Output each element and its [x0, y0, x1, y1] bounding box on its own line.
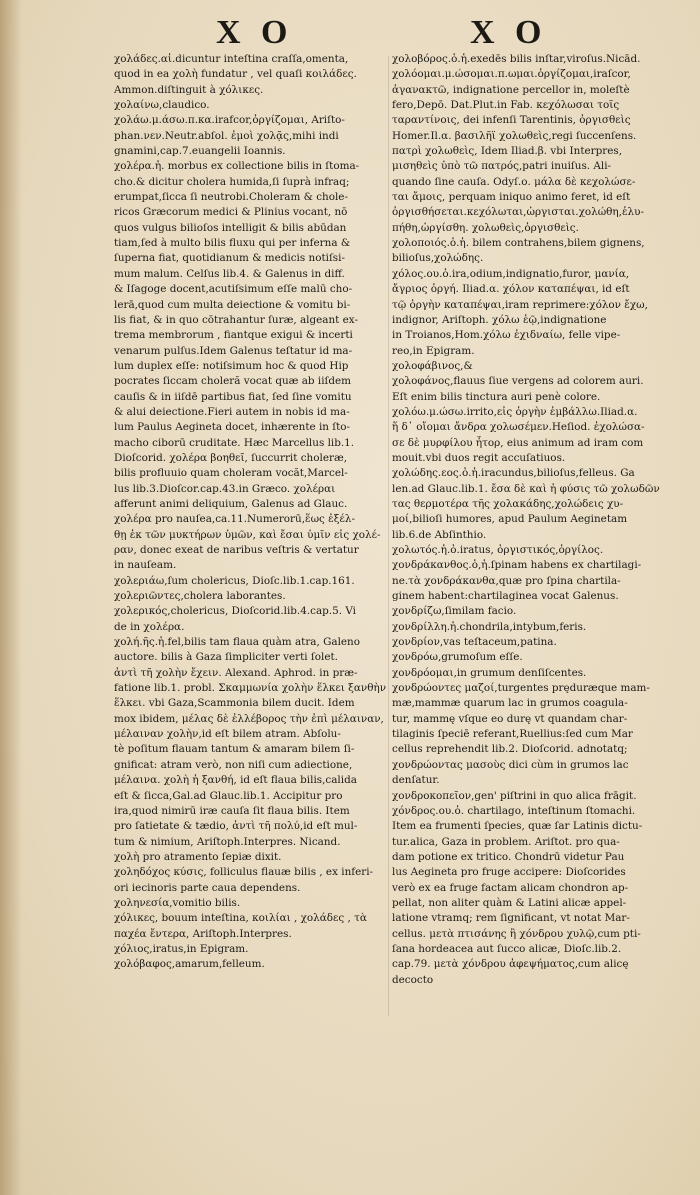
text-line: auctore. bilis à Gaza ſimpliciter verti ſolet. [114, 651, 338, 664]
text-line: θῃ ἐκ τῶν μυκτήρων ὑμῶν, καὶ ἔσαι ὑμῖν εἰς χολέ- [114, 528, 381, 541]
text-line: τῷ ὀργὴν καταπέψαι,iram reprimere:χόλον ἔχω, [392, 298, 648, 311]
text-line: μισηθεὶς ὑπὸ τῶ πατρός,patri inuiſus. Ali- [392, 160, 612, 173]
text-line: trema membrorum , fiantque exigui & incerti [114, 329, 353, 342]
text-line: latione vtramq; rem ſignificant, vt notat Mar- [392, 912, 630, 925]
text-line: παχέα ἔντερα, Ariſtoph.Interpres. [114, 927, 292, 940]
left-column [114, 52, 386, 973]
text-line: tur, mammę vſque eo durę vt quandam char- [392, 712, 628, 725]
text-line: ὀργισθήσεται.κεχόλωται,ὠργισται.χολώθη,ἐλυ- [392, 206, 644, 219]
text-line: Item ea frumenti ſpecies, quæ ſar Latinis dictu- [392, 820, 643, 833]
text-line: ginem habent:chartilaginea vocat Galenus. [392, 590, 619, 603]
text-line: ἀντὶ τῆ χολὴν ἔχειν. Alexand. Aphrod. in præ- [114, 666, 358, 679]
text-line: quos vulgus bilioſos intelligit & bilis abūdan [114, 221, 347, 234]
text-line: venarum pulſus.Idem Galenus teſtatur id ma- [114, 344, 353, 357]
text-line: decocto [392, 973, 434, 986]
text-line: tur.alica, Gaza in problem. Ariſtot. pro qua- [392, 835, 620, 848]
text-line: ricos Græcorum medici & Plinius vocant, nō [114, 206, 348, 219]
text-line: cho.& dicitur cholera humida,ſi ſuprà infraq; [114, 175, 350, 188]
text-line: τας θερμοτέρα τῆς χολακάδης,χολώδεις χυ- [392, 497, 624, 510]
text-line: ſana hordeacea aut ſucco alicæ, Dioſc.lib.2. [392, 942, 622, 955]
text-line: fatione lib.1. probl. Σκαμμωνία χολὴν ἕλκει ξανθὴν [114, 682, 386, 695]
text-line: tè poſitum flauam tantum & amaram bilem ſi- [114, 743, 355, 756]
text-line: pellat, non aliter quàm & Latini alicæ appel- [392, 896, 627, 909]
text-line: χολοφάβινος,& [392, 359, 473, 372]
text-line: ται ἄμοις, perquam iniquo animo feret, id eſt [392, 191, 631, 204]
text-line: ſuperna fiat, quotidianum & medicis notiſsi- [114, 252, 345, 265]
text-line: lis fiat, & in quo cōtrahantur ſuræ, algeant ex- [114, 313, 358, 326]
text-line: Dioſcorid. χολέρα βοηθεῖ, ſuccurrit choleræ, [114, 451, 348, 464]
text-line: tum & nimium, Ariſtoph.Interpres. Nicand. [114, 835, 341, 848]
text-line: ἄγριος ὀργή. Iliad.α. χόλον καταπέψαι, id eſt [392, 283, 630, 296]
text-line: χολαίνω,claudico. [114, 99, 210, 112]
text-line: χολόω.μ.ώσω.irrito,εἰς ὀργὴν ἐμβάλλω.Iliad.α. [392, 405, 638, 418]
text-line: χολὴ pro atramento ſepiæ dixit. [114, 850, 282, 863]
text-line: χολερικός,cholericus, Dioſcorid.lib.4.cap.5. Vi [114, 605, 356, 618]
text-line: χονδρόομαι,in grumum denſiſcentes. [392, 666, 587, 679]
text-line: χολέρα.ἡ. morbus ex collectione bilis in ſtoma- [114, 160, 360, 173]
text-line: χολόβαφος,amarum,felleum. [114, 958, 265, 971]
text-line: mouit.vbi duos regit accuſatiuos. [392, 451, 566, 464]
text-line: χολώδης.εος.ὁ.ἡ.iracundus,bilioſus,felleus. Ga [392, 467, 635, 480]
text-line: χολωτός.ἡ.ὁ.iratus, ὀργιστικός,ὀργίλος. [392, 544, 604, 556]
text-line: cap.79. μετὰ χόνδρου ἀφεψήματος,cum alicę [392, 958, 629, 971]
text-line: afferunt animi deliquium, Galenus ad Glauc. [114, 497, 348, 510]
text-line: ira,quod nimirū iræ cauſa ſit flaua bilis. Item [114, 804, 350, 817]
text-line: quando ſine cauſa. Odyſ.ο. μάλα δὲ κεχολώσε- [392, 175, 636, 188]
text-line: χολάω.μ.άσω.π.κα.irafcor,ὀργίζομαι, Ariſto- [114, 114, 345, 127]
text-line: χονδροκοπεῖον,gen' piſtrini in quo alica frāgit. [392, 789, 637, 802]
text-line: fero,Depō. Dat.Plut.in Fab. κεχόλωσαι τοῖς [392, 99, 620, 112]
right-column [392, 52, 692, 988]
text-line: phan.νεν.Neutr.abſol. ἐμοὶ χολᾷς,mihi indi [114, 129, 339, 142]
text-line: χονδρόω,grumoſum eſſe. [392, 651, 523, 664]
text-line: χολοποιός.ὁ.ἡ. bilem contrahens,bilem gignens, [392, 237, 645, 250]
text-line: mox ibidem, μέλας δὲ ἐλλέβορος τὴν ἐπὶ μέλαιναν, [114, 712, 384, 725]
text-line: χοληνεσία,vomitio bilis. [114, 896, 241, 909]
text-line: quod in ea χολὴ fundatur , vel quaſi κοιλάδες. [114, 68, 357, 81]
text-line: lus lib.3.Dioſcor.cap.43.in Græco. χολέραι [114, 482, 336, 495]
text-line: χολή.ῆς.ἡ.fel,bilis tam flaua quàm atra, Galeno [114, 636, 361, 649]
text-line: & Iſagoge docent,acutiſsimum eſſe malū cho- [114, 283, 353, 296]
text-line: gnamini,cap.7.euangelii Ioannis. [114, 145, 286, 158]
text-line: χόλιος,iratus,in Epigram. [114, 942, 249, 955]
text-line: πήθη,ὠργίσθη. χολωθεὶς,ὀργισθεὶς. [392, 221, 579, 234]
text-line: tilaginis ſpeciē referant,Ruellius:ſed cum Mar [392, 728, 633, 741]
text-line: tiam,ſed à multo bilis fluxu qui per inferna & [114, 237, 351, 250]
text-line: bilis profluuio quam choleram vocăt,Marcel- [114, 467, 348, 480]
text-line: ἀγανακτῶ, indignatione percellor in, moleſtè [392, 83, 630, 96]
text-line: ne.τὰ χονδράκανθα,quæ pro ſpina chartila- [392, 574, 621, 587]
text-line: macho ciborū cruditate. Hæc Marcellus lib.1. [114, 436, 355, 449]
text-line: μέλαινα. χολὴ ἡ ξανθή, id eſt flaua bilis,calida [114, 774, 357, 787]
text-line: χονδράκανθος.ὁ,ἡ.ſpinam habens ex chartilagi- [392, 559, 642, 572]
text-line: χονδρώοντας μασοὺς dici cùm in grumos lac [392, 758, 629, 771]
text-line: ἥ δ᾽ οἴομαι ἄνδρα χολωσέμεν.Heſiod. ἐχολώσα- [392, 421, 645, 434]
text-line: dam potione ex tritico. Chondrū videtur Pau [392, 850, 625, 863]
text-line: ταραντίνοις, dei infenſi Tarentinis, ὀργισθεὶς [392, 114, 631, 127]
text-line: mum malum. Celſus lib.4. & Galenus in diff. [114, 267, 345, 280]
text-line: μοί,bilioſi humores, apud Paulum Aeginetam [392, 513, 628, 526]
text-line: lus Aegineta pro fruge accipere: Dioſcorides [392, 866, 626, 879]
text-line: pocrates ſiccam choleră vocat quæ ab iiſdem [114, 375, 352, 388]
text-line: πατρὶ χολωθεὶς, Idem Iliad.β. vbi Interpres, [392, 145, 623, 158]
text-line: χοληδόχος κύσις, folliculus flauæ bilis , ex inferi- [114, 866, 374, 879]
text-line: & alui deiectione.Fieri autem in nobis id ma- [114, 405, 350, 418]
text-line: in nauſeam. [114, 559, 177, 572]
text-line: indignor, Ariſtoph. χόλω ἑῷ,indignatione [392, 313, 607, 326]
text-line: lum Paulus Aegineta docet, inhærente in ſto- [114, 421, 351, 434]
text-line: χολεριῶντες,cholera laborantes. [114, 590, 286, 603]
text-line: de in χολέρα. [114, 620, 185, 633]
text-line: lib.6.de Abſinthio. [392, 528, 487, 541]
text-line: Ammon.diſtinguit à χόλικες. [114, 83, 264, 96]
running-head-left: X O [216, 14, 294, 51]
text-line: χολεριάω,ſum cholericus, Dioſc.lib.1.cap.161. [114, 574, 355, 587]
text-line: Homer.Il.α. βασιλῆϊ χολωθεὶς,regi ſuccenſens. [392, 129, 637, 142]
gutter-shadow [0, 0, 22, 1195]
running-head-right: X O [470, 14, 548, 51]
text-line: eſt & ſicca,Gal.ad Glauc.lib.1. Accipitur pro [114, 789, 343, 802]
text-line: cauſis & in iiſdē partibus fiat, ſed ſine vomitu [114, 390, 352, 403]
text-line: χολοφάνος,flauus ſiue vergens ad colorem auri. [392, 375, 644, 388]
text-line: χολόομαι.μ.ώσομαι.π.ωμαι.ὀργίζομαι,iraſcor, [392, 68, 631, 81]
text-line: cellus reprehendit lib.2. Dioſcorid. adnotatq; [392, 743, 628, 756]
text-line: pro ſatietate & tædio, ἀντὶ τῆ πολύ,id eſt mul- [114, 820, 358, 833]
text-line: χονδρίον,vas teſtaceum,patina. [392, 636, 557, 649]
text-line: Eſt enim bilis tinctura auri penè colore. [392, 390, 601, 403]
column-divider [388, 56, 389, 1016]
text-line: lum duplex eſſe: notiſsimum hoc & quod Hip [114, 359, 349, 372]
text-line: len.ad Glauc.lib.1. ἔσα δὲ καὶ ἡ φύσις τῶ χολωδῶν [392, 482, 660, 495]
text-line: lerā,quod cum multa deiectione & vomitu bi- [114, 298, 351, 311]
text-line: ραν, donec exeat de naribus veſtris & vertatur [114, 544, 359, 556]
text-line: ori iecinoris parte caua dependens. [114, 881, 301, 894]
text-line: χόλικες, bouum inteſtina, κοιλίαι , χολάδες , τὰ [114, 912, 367, 925]
text-line: σε δὲ μυρφίλου ἦτορ, eius animum ad iram com [392, 436, 644, 449]
text-line: erumpat,ſicca ſi neutrobi.Choleram & chole- [114, 191, 348, 204]
text-line: χολάδες.αἱ.dicuntur inteſtina craſſa,omenta, [114, 53, 349, 65]
text-line: mæ,mammæ quarum lac in grumos coagula- [392, 697, 628, 710]
text-line: χολοβόρος.ὁ.ἡ.exedēs bilis inſtar,viroſus.Nicād. [392, 53, 641, 65]
text-line: μέλαιναν χολὴν,id eſt bilem atram. Abſolu- [114, 728, 341, 741]
text-line: χονδρίλλη.ἡ.chondrila,intybum,feris. [392, 620, 587, 633]
text-line: χονδρίζω,ſimilam facio. [392, 605, 517, 618]
text-line: bilioſus,χολώδης. [392, 252, 484, 265]
text-line: reo,in Epigram. [392, 344, 475, 357]
text-line: verò ex ea fruge factam alicam chondron ap- [392, 881, 629, 894]
text-line: gnificat: atram verò, non niſi cum adiectione, [114, 758, 353, 771]
text-line: χονδρώοντες μαζοί,turgentes pręduræque mam- [392, 682, 650, 695]
text-line: ἕλκει. vbi Gaza,Scammonia bilem ducit. Idem [114, 697, 355, 710]
text-line: in Troianos,Hom.χόλω ἐχιδναίω, felle vipe- [392, 329, 621, 342]
text-line: χόνδρος.ου.ὁ. chartilago, inteſtinum ſtomachi. [392, 804, 636, 817]
text-line: cellus. μετὰ πτισάνης ἢ χόνδρου χυλῷ,cum pti- [392, 927, 641, 940]
text-line: χόλος.ου.ὁ.ira,odium,indignatio,furor, μανία, [392, 267, 630, 280]
text-line: denſatur. [392, 774, 440, 787]
text-line: χολέρα pro nauſea,ca.11.Numerorū,ἕως ἐξέλ- [114, 513, 355, 526]
